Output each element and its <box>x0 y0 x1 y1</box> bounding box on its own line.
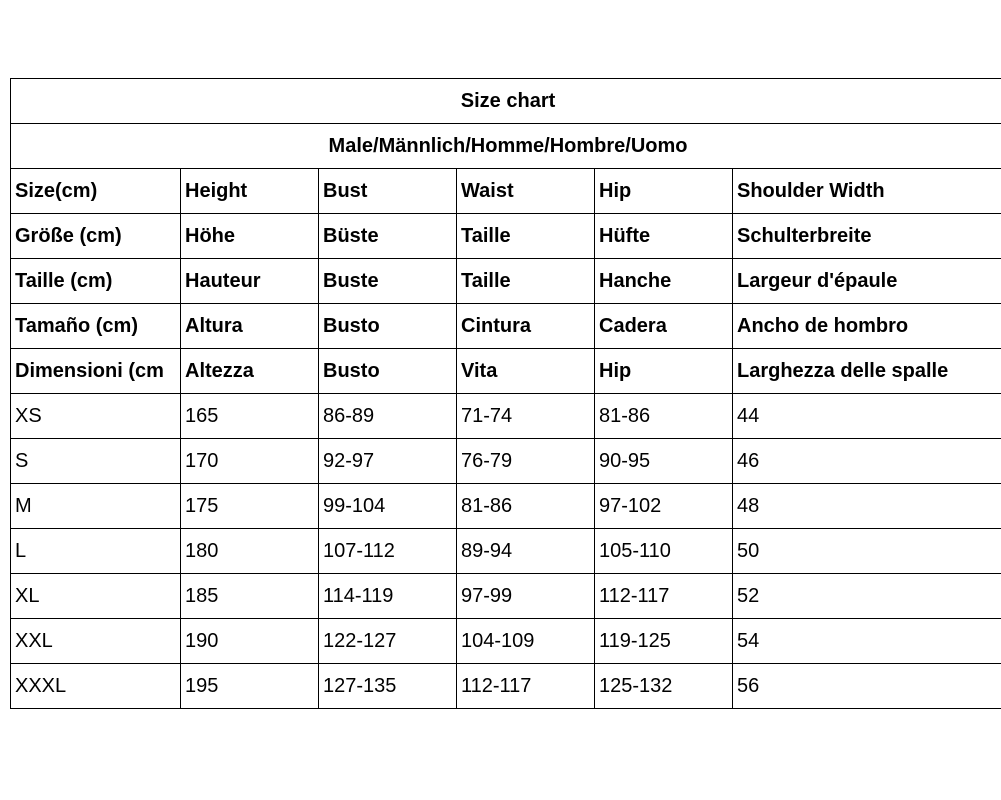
size-chart-sheet <box>10 78 1001 709</box>
header-cell: Altezza <box>181 349 319 394</box>
header-cell: Schulterbreite <box>733 214 1001 259</box>
bust-cell: 86-89 <box>319 394 457 439</box>
header-cell: Larghezza delle spalle <box>733 349 1001 394</box>
height-cell: 165 <box>181 394 319 439</box>
header-cell: Ancho de hombro <box>733 304 1001 349</box>
size-cell: XXXL <box>11 664 181 709</box>
header-row-english <box>11 169 1001 214</box>
shoulder-cell: 56 <box>733 664 1001 709</box>
header-cell: Buste <box>319 259 457 304</box>
size-cell: XL <box>11 574 181 619</box>
height-cell: 190 <box>181 619 319 664</box>
hip-cell: 105-110 <box>595 529 733 574</box>
waist-cell: 104-109 <box>457 619 595 664</box>
bust-cell: 127-135 <box>319 664 457 709</box>
header-cell: Hauteur <box>181 259 319 304</box>
shoulder-cell: 44 <box>733 394 1001 439</box>
header-row-spanish <box>11 304 1001 349</box>
header-row-german <box>11 214 1001 259</box>
waist-cell: 76-79 <box>457 439 595 484</box>
header-cell: Altura <box>181 304 319 349</box>
header-cell: Cintura <box>457 304 595 349</box>
header-cell: Busto <box>319 349 457 394</box>
header-cell: Hanche <box>595 259 733 304</box>
hip-cell: 81-86 <box>595 394 733 439</box>
table-row <box>11 394 1001 439</box>
header-cell: Dimensioni (cm <box>11 349 181 394</box>
header-cell: Höhe <box>181 214 319 259</box>
height-cell: 180 <box>181 529 319 574</box>
shoulder-cell: 52 <box>733 574 1001 619</box>
waist-cell: 81-86 <box>457 484 595 529</box>
size-chart-table <box>10 78 1001 709</box>
size-cell: S <box>11 439 181 484</box>
header-cell: Largeur d'épaule <box>733 259 1001 304</box>
bust-cell: 99-104 <box>319 484 457 529</box>
table-row <box>11 439 1001 484</box>
table-row <box>11 664 1001 709</box>
header-cell: Taille <box>457 259 595 304</box>
header-cell: Büste <box>319 214 457 259</box>
height-cell: 170 <box>181 439 319 484</box>
header-cell: Height <box>181 169 319 214</box>
table-row <box>11 574 1001 619</box>
header-row-italian <box>11 349 1001 394</box>
header-cell: Hüfte <box>595 214 733 259</box>
hip-cell: 125-132 <box>595 664 733 709</box>
table-row <box>11 529 1001 574</box>
size-cell: XXL <box>11 619 181 664</box>
header-cell: Größe (cm) <box>11 214 181 259</box>
hip-cell: 90-95 <box>595 439 733 484</box>
size-cell: XS <box>11 394 181 439</box>
shoulder-cell: 46 <box>733 439 1001 484</box>
header-cell: Tamaño (cm) <box>11 304 181 349</box>
waist-cell: 89-94 <box>457 529 595 574</box>
header-cell: Hip <box>595 349 733 394</box>
bust-cell: 107-112 <box>319 529 457 574</box>
header-cell: Hip <box>595 169 733 214</box>
header-cell: Taille (cm) <box>11 259 181 304</box>
waist-cell: 97-99 <box>457 574 595 619</box>
hip-cell: 119-125 <box>595 619 733 664</box>
table-row <box>11 619 1001 664</box>
waist-cell: 71-74 <box>457 394 595 439</box>
height-cell: 185 <box>181 574 319 619</box>
size-cell: M <box>11 484 181 529</box>
header-row-french <box>11 259 1001 304</box>
subtitle-row <box>11 124 1001 169</box>
bust-cell: 122-127 <box>319 619 457 664</box>
hip-cell: 97-102 <box>595 484 733 529</box>
shoulder-cell: 50 <box>733 529 1001 574</box>
title-row <box>11 79 1001 124</box>
header-cell: Bust <box>319 169 457 214</box>
height-cell: 195 <box>181 664 319 709</box>
shoulder-cell: 54 <box>733 619 1001 664</box>
header-cell: Waist <box>457 169 595 214</box>
chart-title: Size chart <box>11 79 1001 124</box>
table-row <box>11 484 1001 529</box>
size-cell: L <box>11 529 181 574</box>
header-cell: Size(cm) <box>11 169 181 214</box>
waist-cell: 112-117 <box>457 664 595 709</box>
header-cell: Busto <box>319 304 457 349</box>
bust-cell: 114-119 <box>319 574 457 619</box>
header-cell: Cadera <box>595 304 733 349</box>
height-cell: 175 <box>181 484 319 529</box>
header-cell: Vita <box>457 349 595 394</box>
header-cell: Shoulder Width <box>733 169 1001 214</box>
hip-cell: 112-117 <box>595 574 733 619</box>
shoulder-cell: 48 <box>733 484 1001 529</box>
bust-cell: 92-97 <box>319 439 457 484</box>
header-cell: Taille <box>457 214 595 259</box>
chart-subtitle: Male/Männlich/Homme/Hombre/Uomo <box>11 124 1001 169</box>
